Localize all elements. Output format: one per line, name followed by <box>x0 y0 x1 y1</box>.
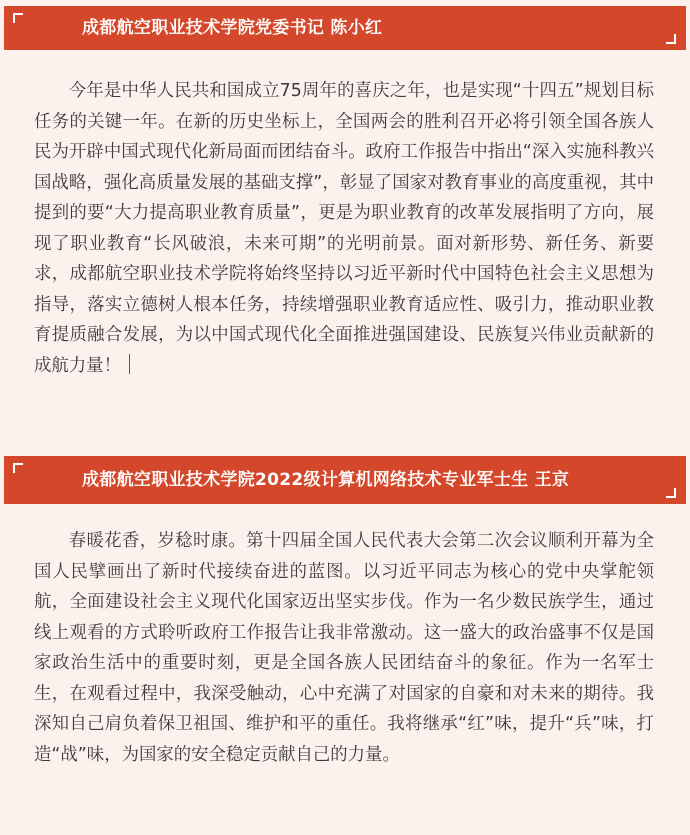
section-banner <box>4 6 686 50</box>
text-cursor <box>129 354 130 374</box>
banner-title: 成都航空职业技术学院党委书记 陈小红 <box>82 18 383 38</box>
banner-corner-decoration <box>13 463 23 473</box>
section-banner <box>4 456 686 504</box>
banner-corner-decoration <box>666 34 676 44</box>
banner-corner-decoration <box>13 13 23 23</box>
banner-title: 成都航空职业技术学院2022级计算机网络技术专业军士生 王京 <box>82 470 570 490</box>
section-party-secretary <box>0 6 690 456</box>
article-paragraph <box>0 50 690 456</box>
paragraph-text: 今年是中华人民共和国成立75周年的喜庆之年，也是实现“十四五”规划目标任务的关键一年。在新的历史坐标上，全国两会的胜利召开必将引领全国各族人民为开辟中国式现代化新局面而团结奋斗。政府工作报告中指出“深入实施科教兴国战略，强化高质量发展的基础支撑”，彰显了国家对教育事业的高度重视，其中提到的要“大力提高职业教育质量”，更是为职业教育的改革发展指明了方向，展现了职业教育“长风破浪，未来可期”的光明前景。面对新形势、新任务、新要求，成都航空职业技术学院将始终坚持以习近平新时代中国特色社会主义思想为指导，落实立德树人根本任务，持续增强职业教育适应性、吸引力，推动职业教育提质融合发展，为以中国式现代化全面推进强国建设、民族复兴伟业贡献新的成航力量！ <box>34 81 654 376</box>
paragraph-text: 春暖花香，岁稔时康。第十四届全国人民代表大会第二次会议顺利开幕为全国人民擘画出了新时代接续奋进的蓝图。以习近平同志为核心的党中央掌舵领航，全面建设社会主义现代化国家迈出坚实步伐。作为一名少数民族学生，通过线上观看的方式聆听政府工作报告让我非常激动。这一盛大的政治盛事不仅是国家政治生活中的重要时刻，更是全国各族人民团结奋斗的象征。作为一名军士生，在观看过程中，我深受触动，心中充满了对国家的自豪和对未来的期待。我深知自己肩负着保卫祖国、维护和平的重任。我将继承“红”味，提升“兵”味，打造“战”味，为国家的安全稳定贡献自己的力量。 <box>34 531 654 765</box>
banner-corner-decoration <box>666 488 676 498</box>
section-student <box>0 456 690 770</box>
article-paragraph <box>0 504 690 770</box>
